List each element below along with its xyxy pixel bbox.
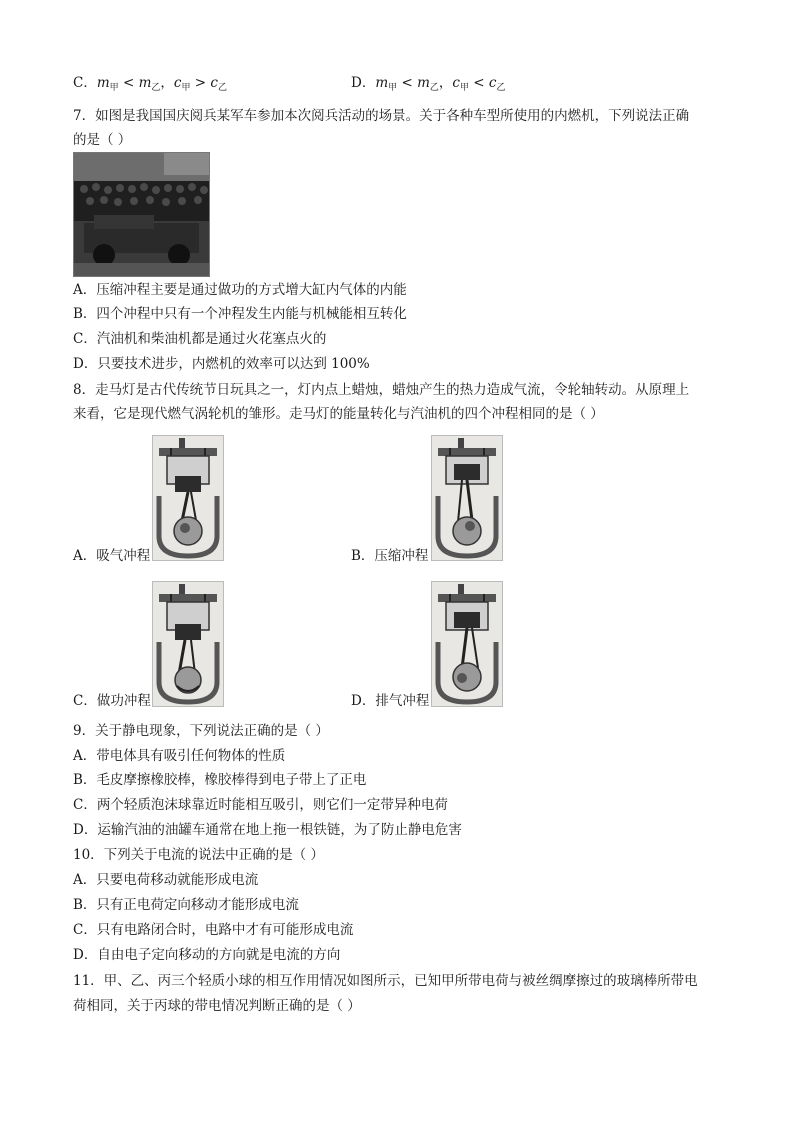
q8-stem-line1: 8．走马灯是古代传统节日玩具之一，灯内点上蜡烛，蜡烛产生的热力造成气流，令轮轴转动。从原理上 [73,382,690,398]
engine-compression-stroke-icon [432,436,502,560]
q7-option-b: B．四个冲程中只有一个冲程发生内能与机械能相互转化 [73,306,407,322]
q8-option-b: B．压缩冲程 [351,548,429,564]
symbol: c [210,75,218,91]
separator: ， [160,75,174,91]
military-vehicle-photo-icon [74,153,209,276]
relation: < [397,75,418,91]
q11-stem-line1: 11．甲、乙、丙三个轻质小球的相互作用情况如图所示，已知甲所带电荷与被丝绸摩擦过的玻璃棒所带电 [73,973,698,989]
q9-option-c: C．两个轻质泡沫球靠近时能相互吸引，则它们一定带异种电荷 [73,797,448,813]
symbol: m [138,75,152,91]
symbol: c [452,75,460,91]
q9-option-d: D．运输汽油的油罐车通常在地上拖一根铁链，为了防止静电危害 [73,822,462,838]
q9-stem: 9．关于静电现象，下列说法正确的是（ ） [73,723,329,739]
q8-option-d: D．排气冲程 [351,693,430,709]
subscript: 甲 [459,83,469,93]
symbol: m [96,75,110,91]
q11-stem-line2: 荷相同，关于丙球的带电情况判断正确的是（ ） [73,998,361,1014]
q10-option-a: A．只要电荷移动就能形成电流 [73,872,259,888]
q7-option-a: A．压缩冲程主要是通过做功的方式增大缸内气体的内能 [73,282,407,298]
q7-stem-line1: 7．如图是我国国庆阅兵某军车参加本次阅兵活动的场景。关于各种车型所使用的内燃机，下列说法正确 [73,108,690,124]
q8-engine-diagram-b [431,435,503,561]
q8-option-c: C．做功冲程 [73,693,151,709]
symbol: m [375,75,389,91]
q6-option-c [73,74,227,97]
symbol: c [488,75,497,91]
q8-engine-diagram-a [152,435,224,561]
subscript: 甲 [109,83,119,93]
subscript: 甲 [181,83,191,93]
q10-stem: 10．下列关于电流的说法中正确的是（ ） [73,847,324,863]
subscript: 乙 [217,83,227,93]
q8-option-a: A．吸气冲程 [73,548,151,564]
option-label: C． [73,75,97,91]
relation: < [468,75,489,91]
q9-option-a: A．带电体具有吸引任何物体的性质 [73,748,286,764]
subscript: 甲 [388,83,398,93]
q6-option-d [351,74,505,97]
engine-power-stroke-icon [153,582,223,706]
q10-option-c: C．只有电路闭合时，电路中才有可能形成电流 [73,922,354,938]
q7-parade-photo [73,152,210,277]
relation: > [190,75,211,91]
q8-stem-line2: 来看，它是现代燃气涡轮机的雏形。走马灯的能量转化与汽油机的四个冲程相同的是（ ） [73,406,604,422]
relation: < [118,75,139,91]
q7-option-c: C．汽油机和柴油机都是通过火花塞点火的 [73,331,327,347]
option-label: D． [351,75,376,91]
subscript: 乙 [429,83,439,93]
engine-intake-stroke-icon [153,436,223,560]
q7-option-d: D．只要技术进步，内燃机的效率可以达到 100% [73,356,370,372]
q8-engine-diagram-d [431,581,503,707]
separator: ， [438,75,453,91]
q7-stem-line2: 的是（ ） [73,132,132,148]
subscript: 乙 [496,83,506,93]
subscript: 乙 [151,83,161,93]
q9-option-b: B．毛皮摩擦橡胶棒，橡胶棒得到电子带上了正电 [73,772,367,788]
symbol: c [173,75,182,91]
q10-option-d: D．自由电子定向移动的方向就是电流的方向 [73,947,341,963]
q8-engine-diagram-c [152,581,224,707]
symbol: m [417,75,430,91]
engine-exhaust-stroke-icon [432,582,502,706]
q10-option-b: B．只有正电荷定向移动才能形成电流 [73,897,299,913]
